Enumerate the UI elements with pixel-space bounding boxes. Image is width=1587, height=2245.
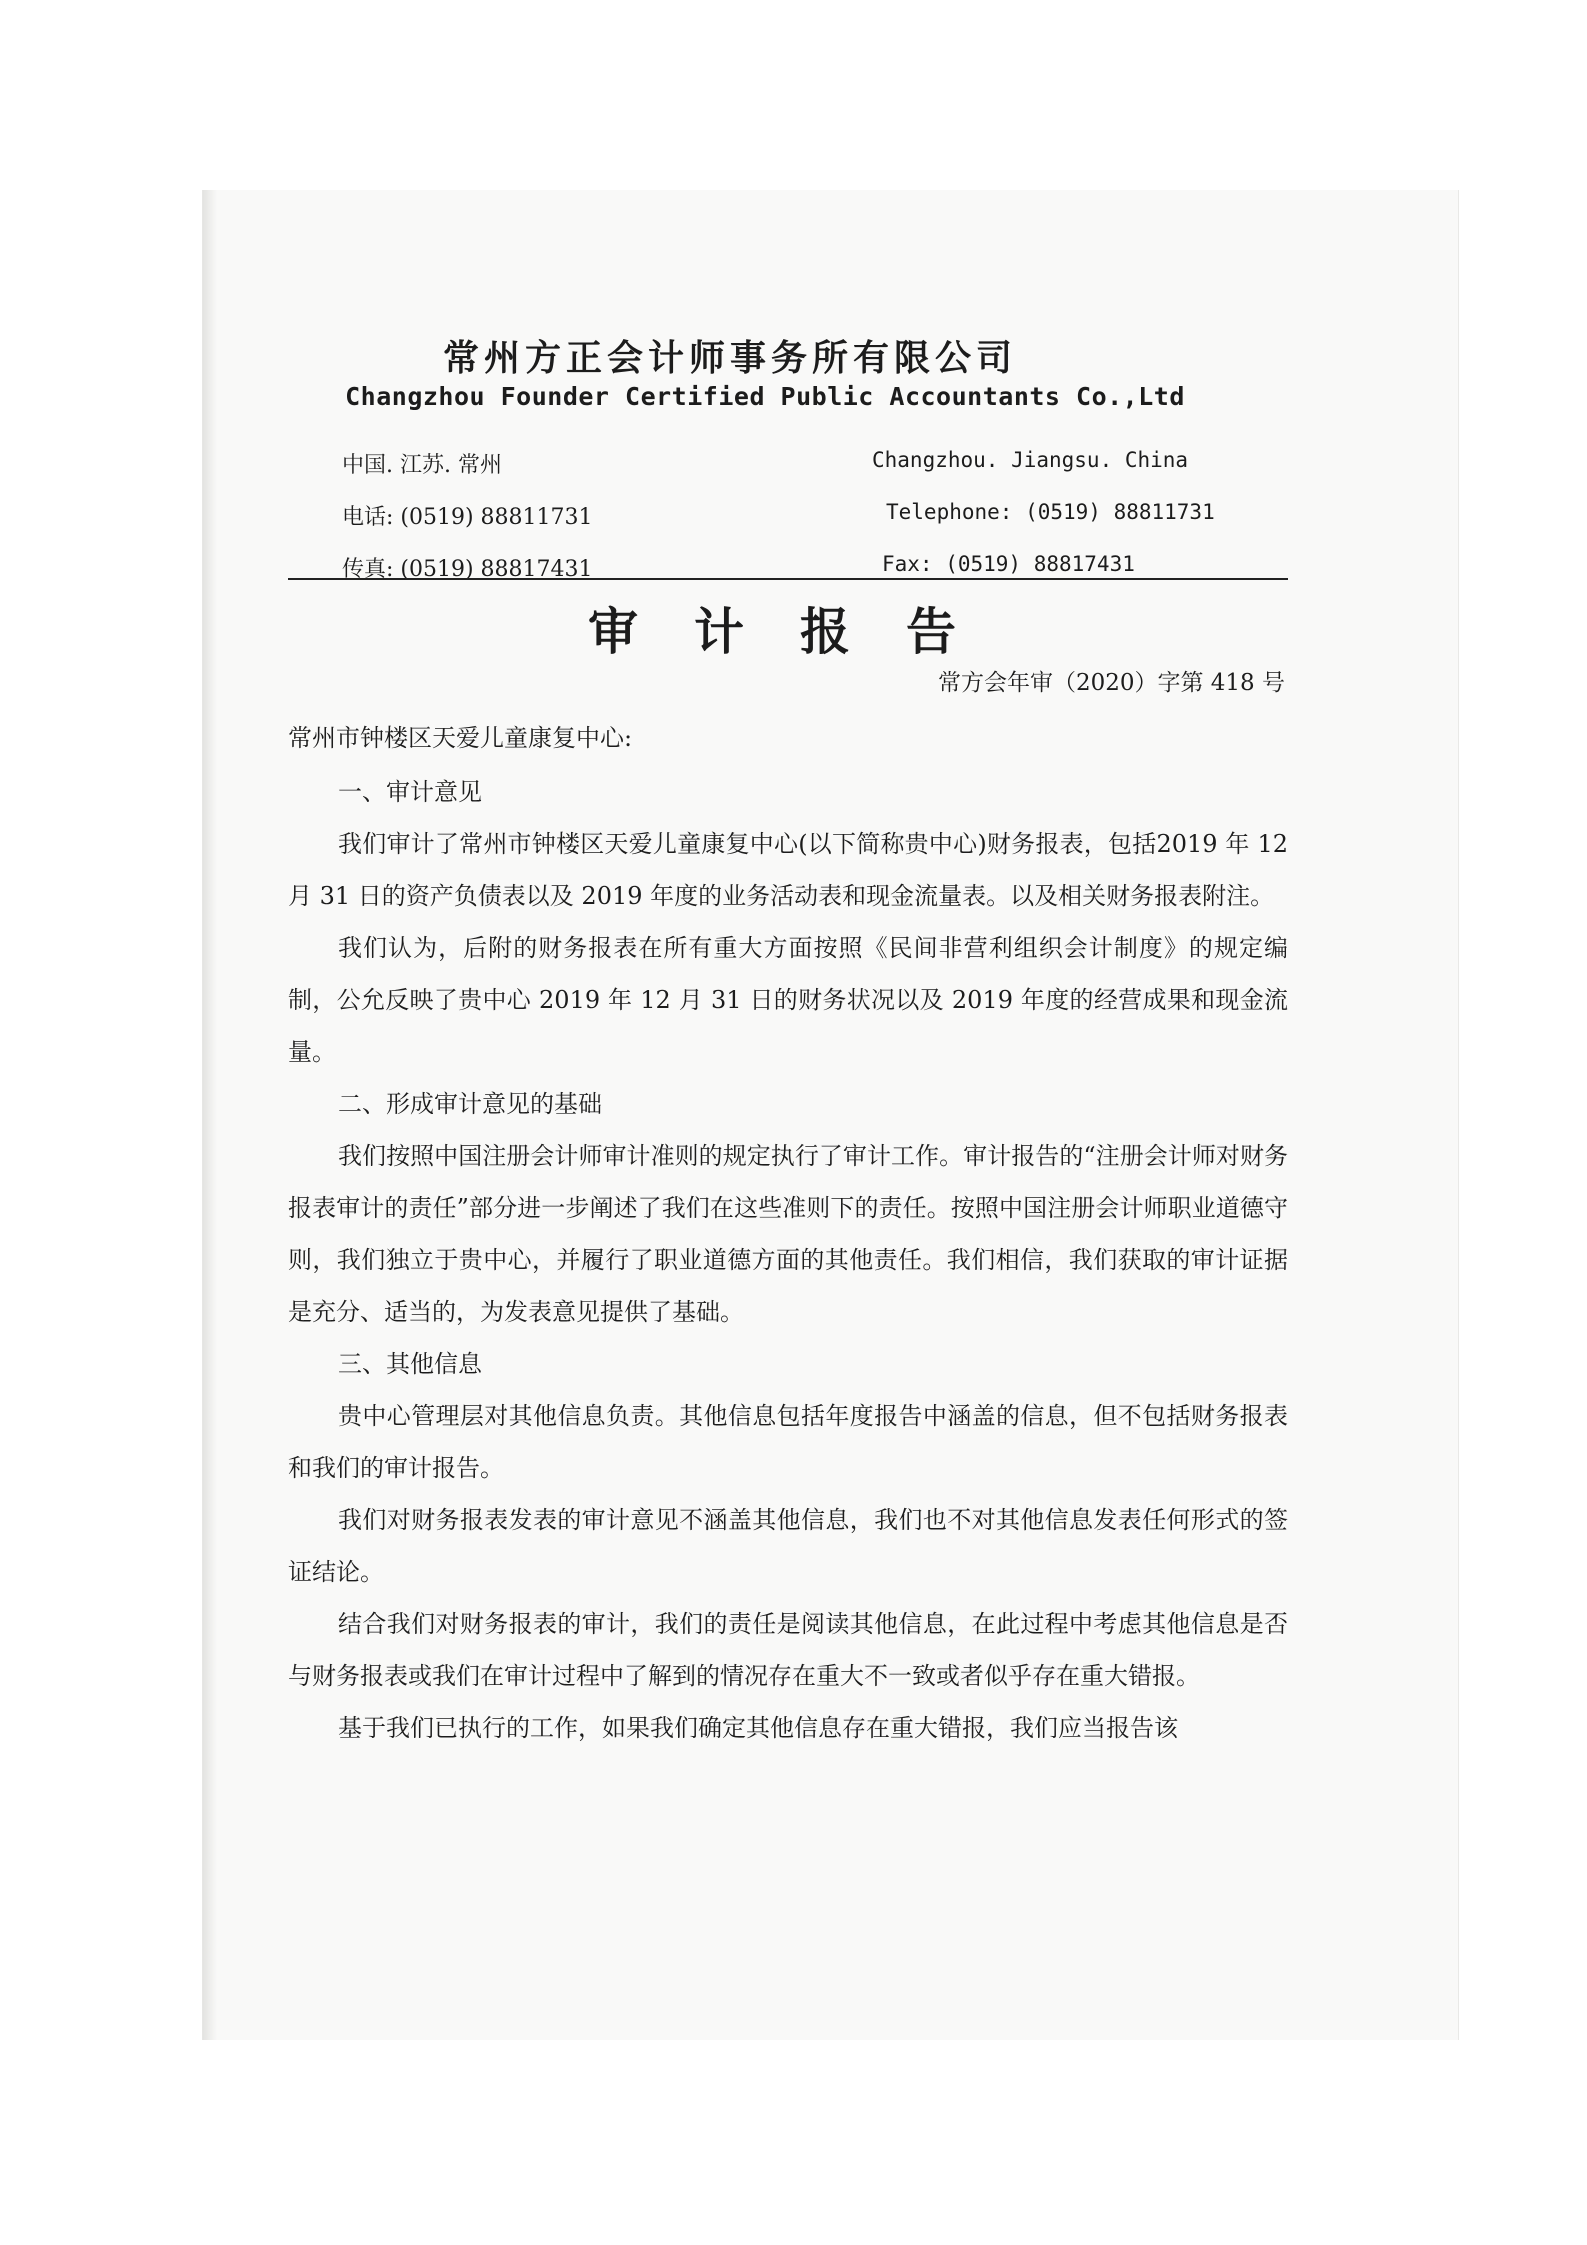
section-heading: 二、形成审计意见的基础: [338, 1090, 602, 1118]
fax-english: Fax: (0519) 88817431: [882, 552, 1135, 576]
letterhead-divider: [288, 578, 1288, 580]
paragraph: 我们认为，后附的财务报表在所有重大方面按照《民间非营利组织会计制度》的规定编制，公允反映了贵中心 2019 年 12 月 31 日的财务状况以及 2019 年度的经营成果和现金流量。: [288, 934, 1288, 1066]
phone-english: Telephone: (0519) 88811731: [886, 500, 1215, 524]
firm-name-chinese: 常州方正会计师事务所有限公司: [442, 337, 1017, 379]
paragraph: 基于我们已执行的工作，如果我们确定其他信息存在重大错报，我们应当报告该: [338, 1714, 1178, 1742]
paragraph: 我们按照中国注册会计师审计准则的规定执行了审计工作。审计报告的“注册会计师对财务报表审计的责任”部分进一步阐述了我们在这些准则下的责任。按照中国注册会计师职业道德守则，我们独立于贵中心，并履行了职业道德方面的其他责任。我们相信，我们获取的审计证据是充分、适当的，为发表意见提供了基础。: [288, 1142, 1288, 1326]
firm-name-english: Changzhou Founder Certified Public Accountants Co.,Ltd: [345, 382, 1185, 411]
paragraph: 贵中心管理层对其他信息负责。其他信息包括年度报告中涵盖的信息，但不包括财务报表和我们的审计报告。: [288, 1402, 1288, 1482]
report-body: [288, 766, 1288, 1754]
fax-chinese: 传真: (0519) 88817431: [342, 557, 593, 582]
address-chinese: 中国. 江苏. 常州: [342, 453, 502, 478]
address-english: Changzhou. Jiangsu. China: [872, 448, 1189, 472]
section-heading: 三、其他信息: [338, 1350, 482, 1378]
report-reference-number: 常方会年审（2020）字第 418 号: [937, 670, 1285, 696]
paragraph: 我们审计了常州市钟楼区天爱儿童康复中心(以下简称贵中心)财务报表，包括2019 年 12 月 31 日的资产负债表以及 2019 年度的业务活动表和现金流量表。以及相关财务报表附注。: [288, 830, 1288, 910]
phone-chinese: 电话: (0519) 88811731: [342, 505, 593, 530]
paragraph: 我们对财务报表发表的审计意见不涵盖其他信息，我们也不对其他信息发表任何形式的签证结论。: [288, 1506, 1288, 1586]
section-heading: 一、审计意见: [338, 778, 482, 806]
paragraph: 结合我们对财务报表的审计，我们的责任是阅读其他信息，在此过程中考虑其他信息是否与财务报表或我们在审计过程中了解到的情况存在重大不一致或者似乎存在重大错报。: [288, 1610, 1288, 1690]
report-title: 审计报告: [588, 602, 1012, 661]
report-addressee: 常州市钟楼区天爱儿童康复中心:: [288, 724, 633, 752]
